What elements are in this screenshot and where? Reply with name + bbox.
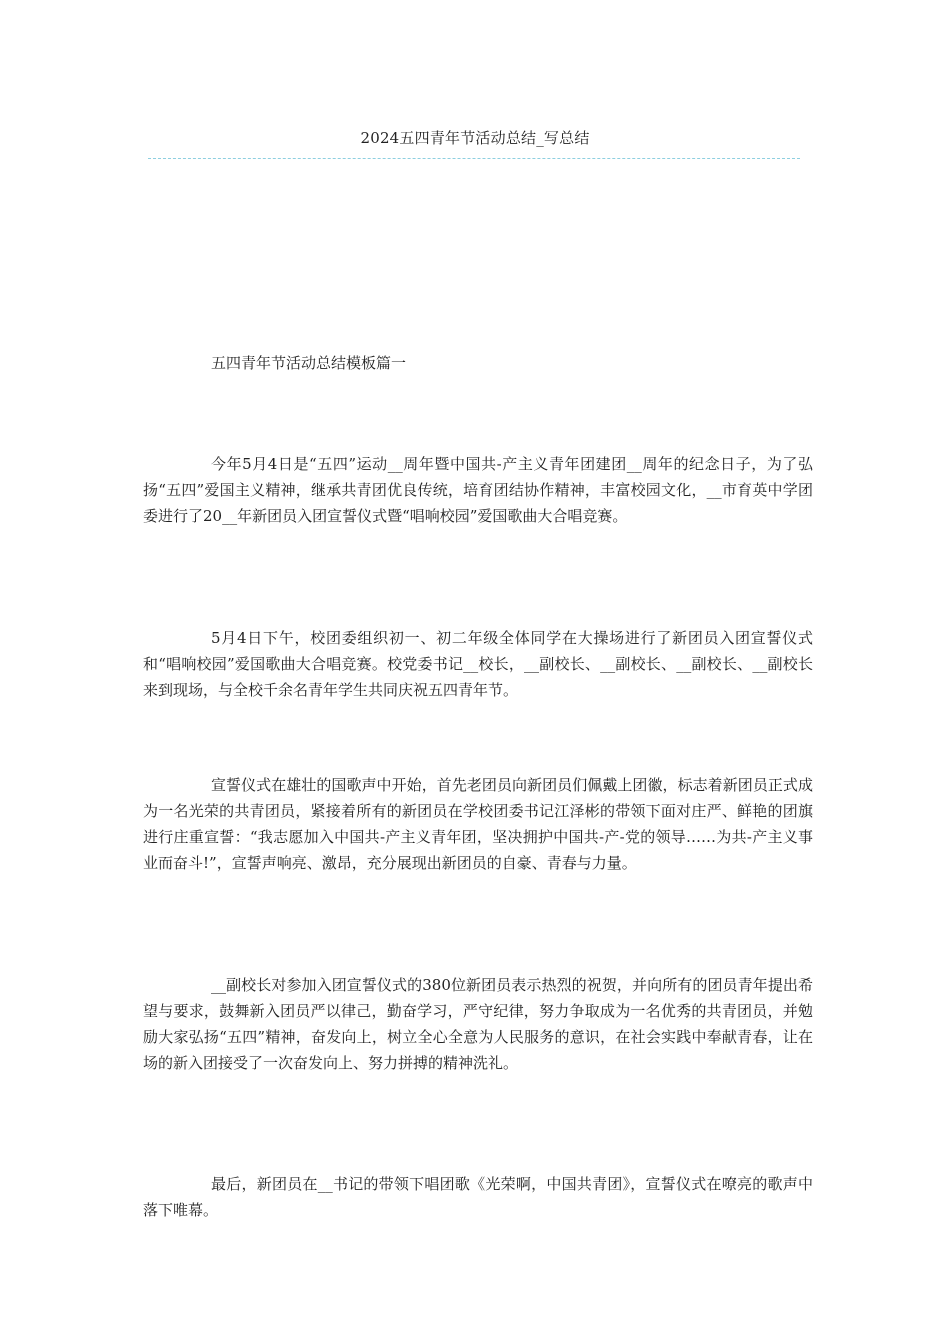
paragraph: 最后，新团员在__书记的带领下唱团歌《光荣啊，中国共青团》，宣誓仪式在嘹亮的歌声中落下唯幕。 (143, 1175, 813, 1219)
paragraph: 5月4日下午，校团委组织初一、初二年级全体同学在大操场进行了新团员入团宣誓仪式和“唱响校园”爱国歌曲大合唱竞赛。校党委书记__校长，__副校长、__副校长、__副校长、__副校长来到现场，与全校千余名青年学生共同庆祝五四青年节。 (143, 629, 813, 699)
paragraph: 今年5月4日是“五四”运动__周年暨中国共-产主义青年团建团__周年的纪念日子，为了弘扬“五四”爱国主义精神，继承共青团优良传统，培育团结协作精神，丰富校园文化，__市育英中学团委进行了20__年新团员入团宣誓仪式暨“唱响校园”爱国歌曲大合唱竞赛。 (143, 455, 813, 525)
section-heading: 五四青年节活动总结模板篇一 (211, 354, 407, 372)
document-title: 2024五四青年节活动总结_写总结 (360, 129, 590, 147)
paragraph: 宣誓仪式在雄壮的国歌声中开始，首先老团员向新团员们佩戴上团徽，标志着新团员正式成为一名光荣的共青团员，紧接着所有的新团员在学校团委书记江泽彬的带领下面对庄严、鲜艳的团旗进行庄重宣誓：“我志愿加入中国共-产主义青年团，坚决拥护中国共-产-党的领导……为共-产主义事业而奋斗!”，宣誓声响亮、激昂，充分展现出新团员的自豪、青春与力量。 (143, 776, 813, 872)
title-divider (148, 158, 800, 159)
paragraph: __副校长对参加入团宣誓仪式的380位新团员表示热烈的祝贺，并向所有的团员青年提出希望与要求，鼓舞新入团员严以律己，勤奋学习，严守纪律，努力争取成为一名优秀的共青团员，并勉励大家弘扬“五四”精神，奋发向上，树立全心全意为人民服务的意识，在社会实践中奉献青春，让在场的新入团接受了一次奋发向上、努力拼搏的精神洗礼。 (143, 976, 813, 1072)
